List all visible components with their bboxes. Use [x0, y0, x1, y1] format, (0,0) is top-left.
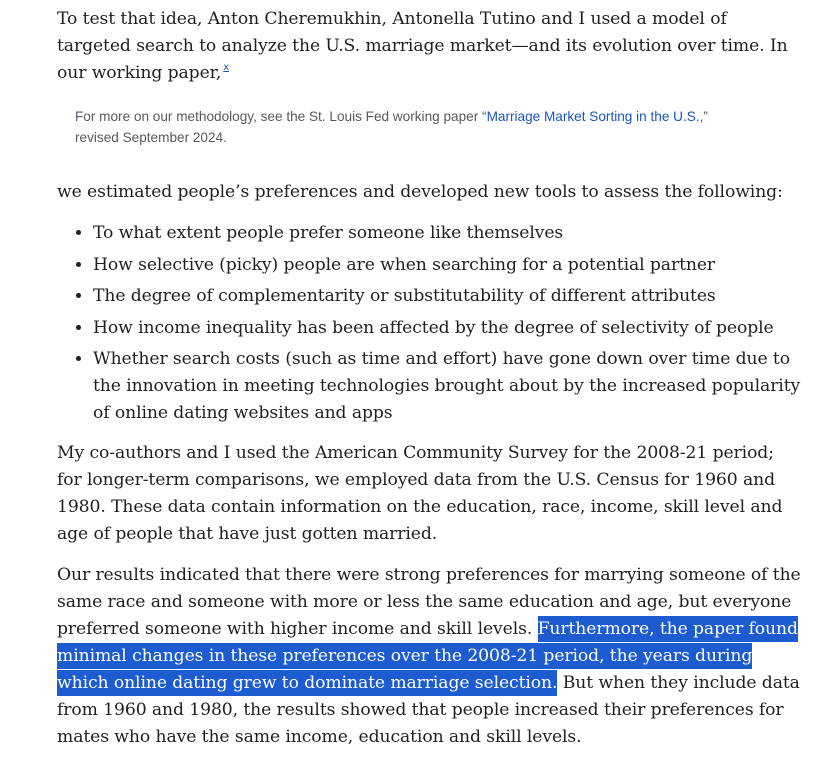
intro-paragraph [57, 6, 802, 87]
footnote [75, 106, 755, 148]
list-item: • The degree of complementarity or substitutability of different attributes [93, 283, 807, 310]
list-item: • Whether search costs (such as time and effort) have gone down over time due to the innovation in meeting technologies brought about by the increased popularity of online dating websites and apps [93, 346, 807, 427]
data-paragraph: My co-authors and I used the American Community Survey for the 2008-21 period; for longer-term comparisons, we employed data from the U.S. Census for 1960 and 1980. These data contain information on the education, race, income, skill level and age of people that have just gotten married. [57, 443, 783, 544]
findings-list [57, 220, 807, 432]
footnote-link[interactable]: x [223, 62, 230, 73]
list-item: • How selective (picky) people are when searching for a potential partner [93, 252, 807, 279]
footnote-suffix: ,” revised September 2024. [75, 109, 708, 145]
results-after: But when they include data from 1960 and 1980, the results showed that people increased their preferences for mates who have the same income, education and skill levels. [57, 673, 800, 747]
intro-text: To test that idea, Anton Cheremukhin, Antonella Tutino and I used a model of targeted search to analyze the U.S. marriage market—and its evolution over time. In our working paper, [57, 9, 788, 83]
results-before: Our results indicated that there were strong preferences for marrying someone of the same race and someone with more or less the same education and age, but everyone preferred someone with higher income and skill levels. [57, 565, 801, 639]
list-item: • How income inequality has been affected by the degree of selectivity of people [93, 315, 807, 342]
working-paper-link[interactable]: Marriage Market Sorting in the U.S. [486, 109, 700, 124]
footnote-prefix: For more on our methodology, see the St. Louis Fed working paper “ [75, 109, 487, 124]
list-item: • To what extent people prefer someone like themselves [93, 220, 807, 247]
continuation-paragraph: we estimated people’s preferences and developed new tools to assess the following: [57, 182, 783, 202]
selected-text[interactable]: Furthermore, the paper found minimal changes in these preferences over the 2008-21 period, the years during which online dating grew to dominate marriage selection. [57, 616, 798, 696]
footnote-marker [223, 62, 229, 73]
results-paragraph [57, 562, 802, 751]
